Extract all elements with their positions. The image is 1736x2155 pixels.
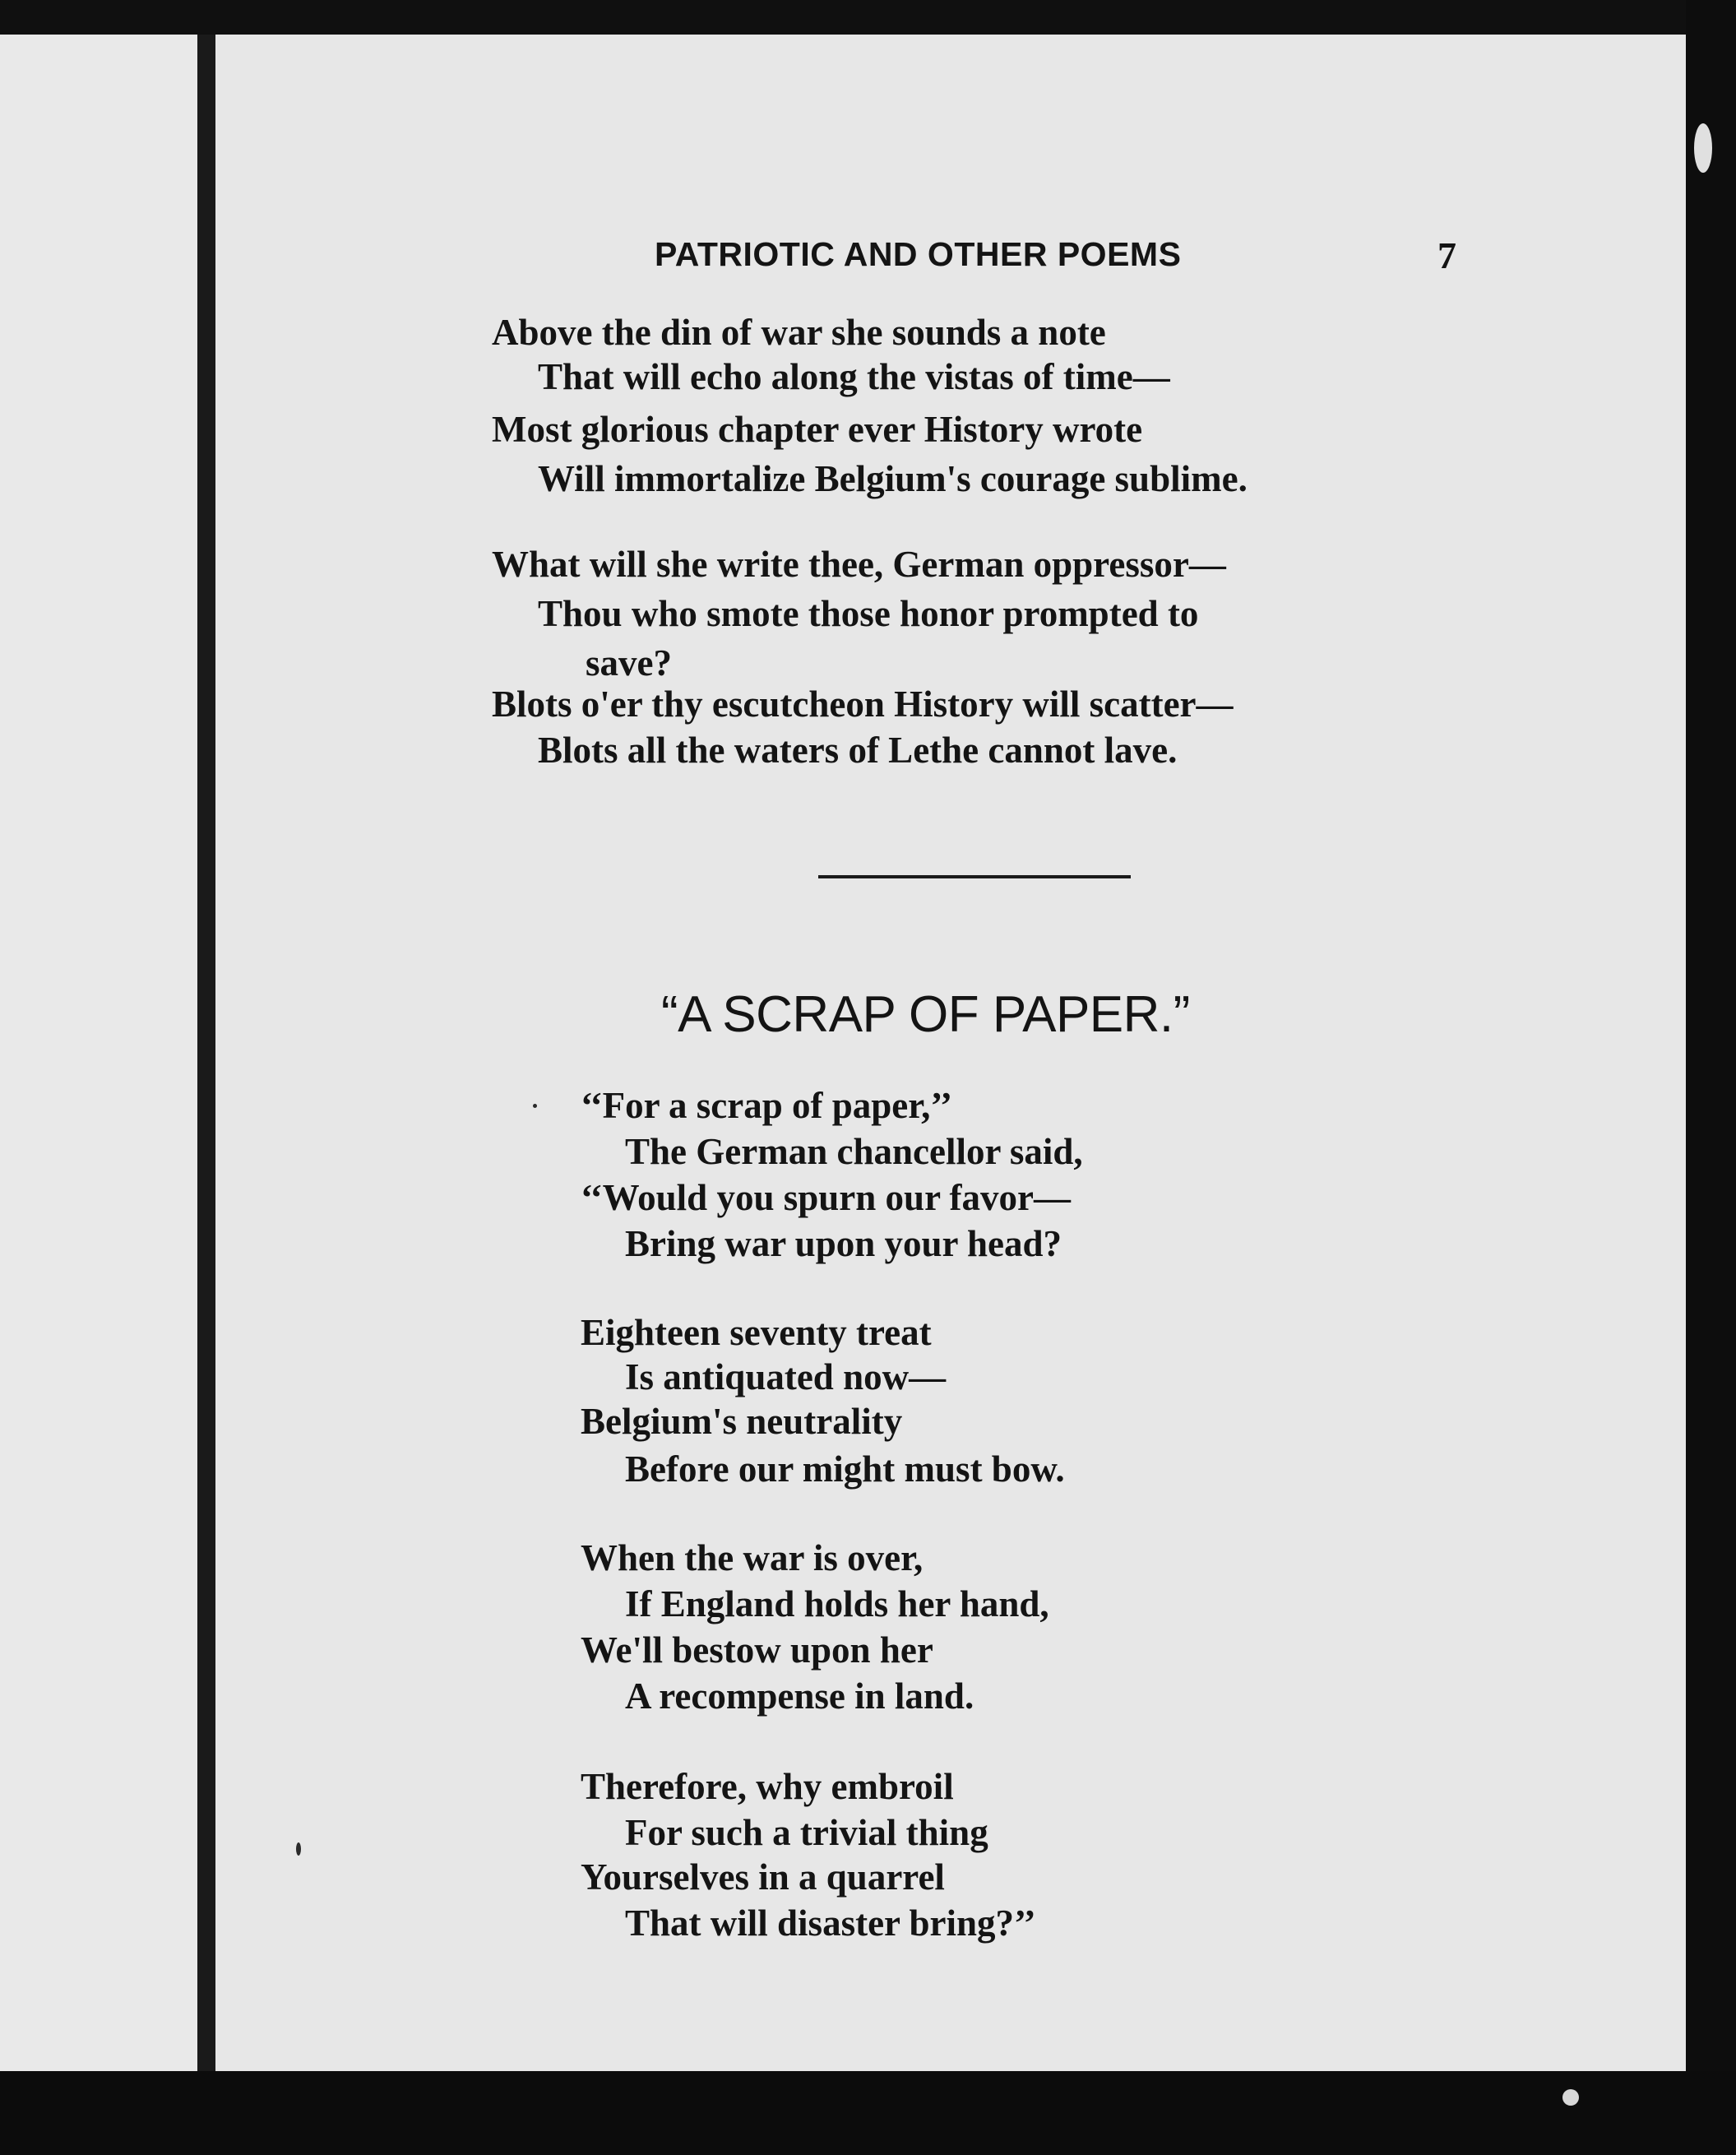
scan-speck <box>1694 123 1712 173</box>
verse-line: That will echo along the vistas of time— <box>538 356 1170 397</box>
scan-border-right <box>1686 0 1736 2155</box>
verse-line: ‘‘Would you spurn our favor— <box>581 1177 1071 1218</box>
scan-border-bottom <box>0 2071 1736 2155</box>
verse-line: ‘‘For a scrap of paper,’’ <box>581 1085 952 1126</box>
verse-line: The German chancellor said, <box>625 1131 1083 1172</box>
verse-line: save? <box>586 642 672 684</box>
page-number: 7 <box>1437 234 1456 276</box>
verse-line: Eighteen seventy treat <box>581 1312 932 1353</box>
verse-line: Above the din of war she sounds a note <box>492 312 1106 353</box>
verse-line: If England holds her hand, <box>625 1583 1049 1624</box>
verse-line: Yourselves in a quarrel <box>581 1856 945 1898</box>
verse-line: What will she write thee, German oppressor— <box>492 544 1226 585</box>
verse-line: Therefore, why embroil <box>581 1766 954 1807</box>
section-divider <box>818 875 1131 878</box>
verse-line: That will disaster bring?’’ <box>625 1902 1036 1944</box>
verse-line: Will immortalize Belgium's courage sublime. <box>538 458 1248 499</box>
verse-line: Most glorious chapter ever History wrote <box>492 409 1143 450</box>
verse-line: Blots o'er thy escutcheon History will scatter— <box>492 684 1234 725</box>
scan-speck <box>533 1104 537 1108</box>
scan-border-top <box>0 0 1736 35</box>
verse-line: Before our might must bow. <box>625 1448 1065 1490</box>
verse-line: Blots all the waters of Lethe cannot lave. <box>538 730 1178 771</box>
verse-line: Is antiquated now— <box>625 1356 947 1397</box>
verse-line: Belgium's neutrality <box>581 1401 903 1442</box>
verse-line: When the war is over, <box>581 1537 924 1578</box>
scan-speck <box>296 1842 301 1856</box>
binding-gutter-line <box>197 35 215 2071</box>
scan-speck <box>1562 2089 1579 2106</box>
verse-line: Thou who smote those honor prompted to <box>538 593 1199 634</box>
verse-line: Bring war upon your head? <box>625 1223 1062 1264</box>
facing-page-blank <box>0 35 215 2071</box>
verse-line: A recompense in land. <box>625 1675 974 1717</box>
running-head-title: PATRIOTIC AND OTHER POEMS <box>655 235 1182 273</box>
verse-line: For such a trivial thing <box>625 1812 988 1853</box>
verse-line: We'll bestow upon her <box>581 1629 933 1671</box>
poem-title: “A SCRAP OF PAPER.” <box>661 986 1190 1043</box>
